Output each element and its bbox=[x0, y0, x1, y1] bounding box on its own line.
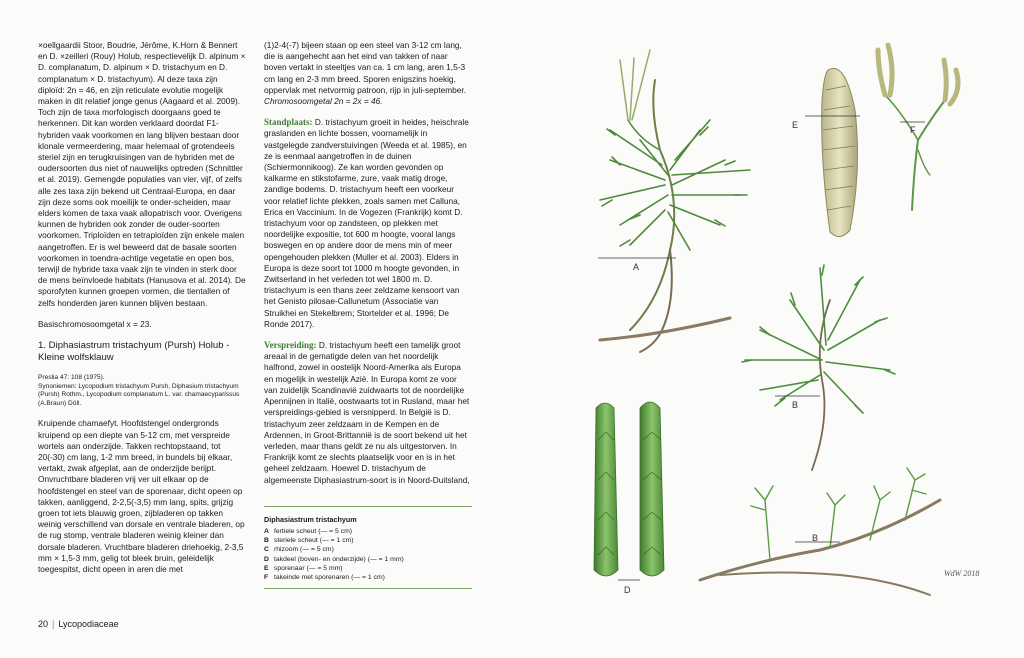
botanical-illustration bbox=[560, 0, 1024, 658]
page-number: 20 bbox=[38, 619, 49, 629]
basic-chromosome-number: Basischromosoomgetal x = 23. bbox=[38, 318, 152, 329]
legend-title: Diphasiastrum tristachyum bbox=[264, 514, 357, 524]
page-footer: 20 | Lycopodiaceae bbox=[38, 619, 119, 629]
description-paragraph: Kruipende chamaefyt. Hoofdstengel ondergronds kruipend op een diepte van 5-12 cm, met verspreide wortels aan onderzijde. Takken rechtopstaand, tot 20(-30) cm lang, 1-2 mm breed, in bundels bij elkaar, vertakt, zwak afgeplat, aan de onderzijde berijpt. Onvruchtbare bladeren vrij ver uit elkaar op de hoofdstengel en steel van de sporenaar, dicht opeen op takken, aanliggend, 2-2,5(-3,5) mm lang, spits, grijzig groen tot iets blauwig groen, zijbladeren op takken weinig verschillend van dorsale en ventrale bladeren, op de rug stomp, ventrale bladeren weinig kleiner dan dorsale bladeren. Vruchtbare bladeren driehoekig, 2-3,5 mm × 1,5-3 mm, gelig tot bleek bruin, geleidelijk toegespitst, dicht opeen in aren die met bbox=[38, 418, 245, 575]
label-d: D bbox=[624, 585, 631, 595]
figure-a-fertile-shoot bbox=[600, 50, 750, 352]
legend-item: A fertiele scheut (— = 5 cm) bbox=[264, 527, 353, 535]
label-f: F bbox=[910, 125, 916, 135]
footer-section: Lycopodiaceae bbox=[58, 619, 119, 629]
legend-item: C rhizoom (— = 5 cm) bbox=[264, 546, 334, 554]
middle-text-column bbox=[264, 40, 472, 589]
species-title: 1. Diphasiastrum tristachyum (Pursh) Holub - Kleine wolfsklauw bbox=[38, 340, 230, 364]
legend-item: F takeinde met sporenaren (— = 1 cm) bbox=[264, 573, 385, 581]
intro-paragraph: ×oellgaardii Stoor, Boudrie, Jérôme, K.Horn & Bennert en D. ×zeilleri (Rouy) Holub, respectievelijk D. alpinum × D. complanatum, D. alpinum × D. tristachyum en D. complanatum × D. tristachyum). Al deze taxa zijn diploïd: 2n = 46, en zijn reticulate evolutie mogelijk maken in dit relatief jonge genus (Aagaard et al. 2009). Toch zijn de taxa morfologisch doorgaans goed te herkennen. Dit kan worden verklaard doordat F1-hybriden vaak voorkomen en lang blijven bestaan door klonale vermeerdering, maar helemaal of grotendeels steriel zijn en terugkruisingen van de hybriden met de oudersoorten dus niet of nauwelijks optreden (Schnittler et al. 2019). Gemengde populaties van vier, vijf, of zelfs alle zes taxa zijn bekend uit Centraal-Europa, en daar zijn deze soms ook moeilijk te onder-scheiden, maar elders komen de taxa vaak allopatrisch voor. Overigens kunnen de hybriden ook zonder de ouder-soorten voorkomen. Triploïden en tetraploïden zijn enkele malen aangetroffen. Er is wel beweerd dat de basale soorten voorkomen in toendra-achtige vegetatie en open bos, terwijl de hybride taxa vaak zijn te vinden in sterk door de mens beïnvloede habitats (Hanusova et al. 2014). De sporofyten kunnen groepen vormen, die tientallen of zelfs honderden jaren kunnen blijven bestaan. bbox=[38, 40, 246, 308]
synonyms: Synoniemen: Lycopodium tristachyum Pursh, Diphasium tristachyum (Pursh) Rothm., Lycopodium complanatum L. var. chamaecyparissus (A.Braun) Döll. bbox=[38, 382, 240, 407]
label-e: E bbox=[792, 120, 799, 130]
standplaats-paragraph: Standplaats: D. tristachyum groeit in heides, heischrale graslanden en lichte bossen, voornamelijk in vastgelegde zandverstuivingen (Weeda et al. 1985), en ze is eenmaal aangetroffen in de duinen (Schiermonnikoog). Ze kan worden gevonden op kalkarme en stikstofarme, zure, vaak matig droge, zandige bodems. D. tristachyum heeft een voorkeur voor relatief lichte plekken, zoals samen met Calluna, Erica en Vaccinium. In de Vogezen (Frankrijk) komt D. tristachyum voor op zandsteen, op plekken met noordelijke expositie, tot 600 m hoogte, vooral langs boswegen en op andere door de mens min of meer opengehouden plekken (Muller et al. 2003). Elders in Europa is deze soort tot 1000 m hoogte gevonden, in Zwitserland in het verleden tot wel 1800 m. D. tristachyum is een thans zeer zeldzame kensoort van het Genisto pilosae-Callunetum (Associatie van Struikhei en Stekelbrem; Stortelder et al. 1996; De Ronde 2017). bbox=[264, 117, 469, 329]
standplaats-heading: Standplaats: bbox=[264, 117, 313, 128]
artist-signature: WdW 2018 bbox=[944, 569, 980, 578]
legend-item: D takdeel (boven- en onderzijde) (— = 1 mm) bbox=[264, 555, 404, 563]
figure-b-sterile-shoot bbox=[742, 265, 895, 470]
label-a: A bbox=[633, 262, 640, 272]
verspreiding-paragraph: Verspreiding: D. tristachyum heeft een tamelijk groot areaal in de gematigde delen van het noordelijk halfrond, zowel in oostelijk Noord-Amerika als Europa en mogelijk in westelijk Azië. In Europa komt ze voor van zuidelijk Scandinavië zuidwaarts tot de noordelijke Apennijnen in Italië, oostwaarts tot in Rusland, maar het verspreidings-gebied is versnipperd. In België is D. tristachyum zeer zeldzaam in de Kempen en de Ardennen, in Groot-Brittannië is de soort bekend uit het verleden, maar thans geldt ze nu als uitgestorven. In Frankrijk komt ze slechts plaatselijk voor en is in het geheel zeldzaam. Hoewel D. tristachyum de algemeenste Diphasiastrum-soort is in Noord-Duitsland, bbox=[264, 340, 470, 485]
figure-f-takeinde bbox=[878, 45, 958, 210]
citation: Preslia 47: 108 (1975). bbox=[38, 374, 105, 382]
label-b-upper: B bbox=[792, 400, 799, 410]
label-b-lower: B bbox=[812, 533, 819, 543]
figure-e-sporenaar bbox=[822, 68, 858, 236]
legend-item: B steriele scheut (— = 1 cm) bbox=[264, 537, 354, 545]
left-text-column bbox=[38, 40, 246, 585]
verspreiding-heading: Verspreiding: bbox=[264, 340, 317, 351]
figure-legend bbox=[264, 506, 472, 589]
legend-item: E sporenaar (— = 5 mm) bbox=[264, 564, 343, 572]
figure-c-rhizoom bbox=[700, 468, 940, 595]
description-continued: (1)2-4(-7) bijeen staan op een steel van 3-12 cm lang, die is aangehecht aan het eind van takken of naar boven vertakt in steeltjes van ca. 1 cm lang, aren 1,5-3 cm lang en 2-3 mm breed. Sporen enigszins hoekig, oppervlak met netvormig patroon, rijp in juli-september. Chromosoomgetal 2n = 2x = 46. bbox=[264, 40, 466, 107]
chromosome-number: Chromosoomgetal 2n = 2x = 46. bbox=[264, 96, 383, 107]
figure-d-takdeel bbox=[594, 402, 664, 576]
